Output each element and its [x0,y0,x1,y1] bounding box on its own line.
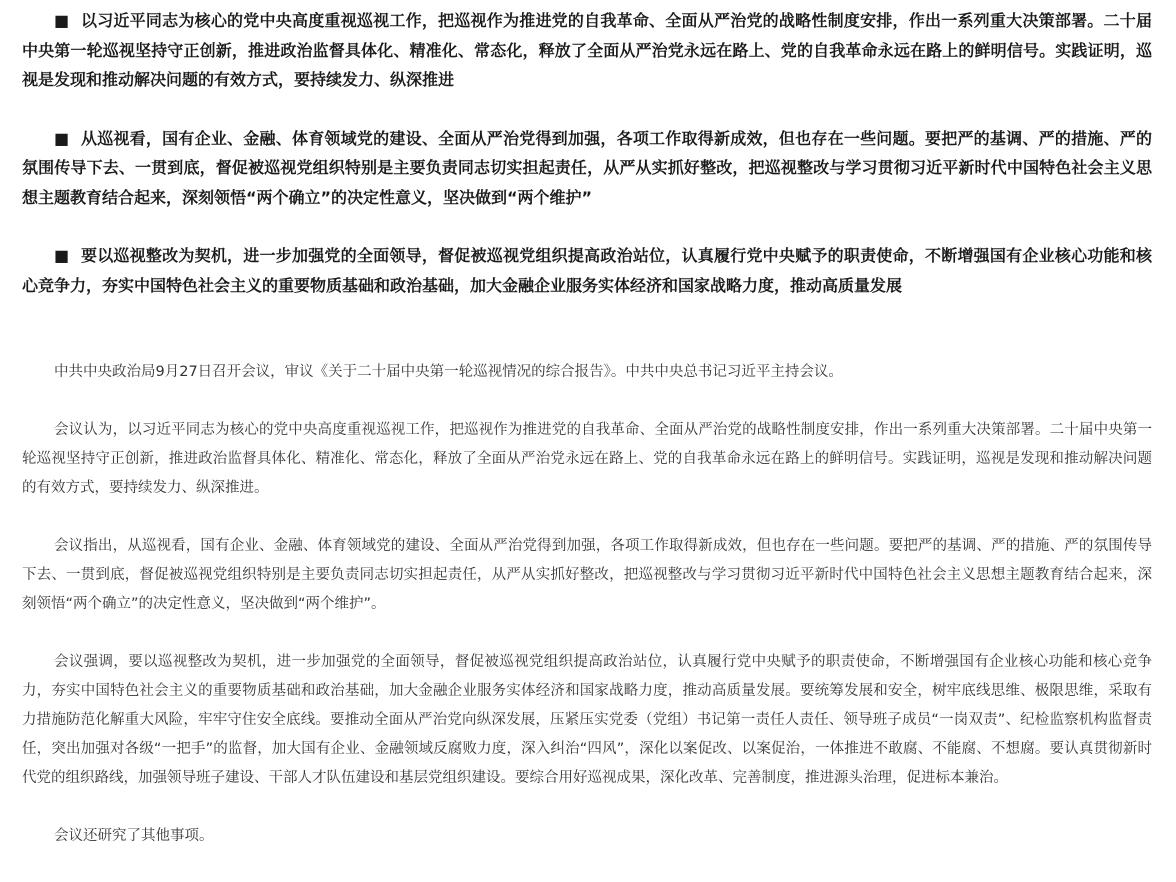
body-paragraph-1: 中共中央政治局9月27日召开会议，审议《关于二十届中央第一轮巡视情况的综合报告》。中共中央总书记习近平主持会议。 [54,364,843,380]
square-bullet-icon: ■ [54,11,70,30]
summary-point-text: 要以巡视整改为契机，进一步加强党的全面领导，督促被巡视党组织提高政治站位，认真履行党中央赋予的职责使命，不断增强国有企业核心功能和核心竞争力，夯实中国特色社会主义的重要物质基础和政治基础，加大金融企业服务实体经济和国家战略力度，推动高质量发展 [22,246,1152,295]
news-article [22,6,1152,851]
body-paragraph-5: 会议还研究了其他事项。 [54,828,214,844]
summary-point-text: 从巡视看，国有企业、金融、体育领域党的建设、全面从严治党得到加强，各项工作取得新成效，但也存在一些问题。要把严的基调、严的措施、严的氛围传导下去、一贯到底，督促被巡视党组织特别是主要负责同志切实担起责任，从严从实抓好整改，把巡视整改与学习贯彻习近平新时代中国特色社会主义思想主题教育结合起来，深刻领悟“两个确立”的决定性意义，坚决做到“两个维护” [22,128,1152,207]
body-paragraph-2: 会议认为，以习近平同志为核心的党中央高度重视巡视工作，把巡视作为推进党的自我革命、全面从严治党的战略性制度安排，作出一系列重大决策部署。二十届中央第一轮巡视坚持守正创新，推进政治监督具体化、精准化、常态化，释放了全面从严治党永远在路上、党的自我革命永远在路上的鲜明信号。实践证明，巡视是发现和推动解决问题的有效方式，要持续发力、纵深推进。 [22,422,1152,496]
summary-block [22,6,1152,300]
body-paragraph-4: 会议强调，要以巡视整改为契机，进一步加强党的全面领导，督促被巡视党组织提高政治站位，认真履行党中央赋予的职责使命，不断增强国有企业核心功能和核心竞争力，夯实中国特色社会主义的重要物质基础和政治基础，加大金融企业服务实体经济和国家战略力度，推动高质量发展。要统筹发展和安全，树牢底线思维、极限思维，采取有力措施防范化解重大风险，牢牢守住安全底线。要推动全面从严治党向纵深发展，压紧压实党委（党组）书记第一责任人责任、领导班子成员“一岗双责”、纪检监察机构监督责任，突出加强对各级“一把手”的监督，加大国有企业、金融领域反腐败力度，深入纠治“四风”，深化以案促改、以案促治，一体推进不敢腐、不能腐、不想腐。要认真贯彻新时代党的组织路线，加强领导班子建设、干部人才队伍建设和基层党组织建设。要综合用好巡视成果，深化改革、完善制度，推进源头治理，促进标本兼治。 [22,654,1152,786]
body-paragraph-3: 会议指出，从巡视看，国有企业、金融、体育领域党的建设、全面从严治党得到加强，各项工作取得新成效，但也存在一些问题。要把严的基调、严的措施、严的氛围传导下去、一贯到底，督促被巡视党组织特别是主要负责同志切实担起责任，从严从实抓好整改，把巡视整改与学习贯彻习近平新时代中国特色社会主义思想主题教育结合起来，深刻领悟“两个确立”的决定性意义，坚决做到“两个维护”。 [22,538,1152,612]
section-spacer [22,300,1152,358]
square-bullet-icon: ■ [54,246,70,265]
summary-point-3 [22,241,1152,300]
article-body [22,358,1152,851]
summary-point-2 [22,124,1152,213]
summary-point-text: 以习近平同志为核心的党中央高度重视巡视工作，把巡视作为推进党的自我革命、全面从严治党的战略性制度安排，作出一系列重大决策部署。二十届中央第一轮巡视坚持守正创新，推进政治监督具体化、精准化、常态化，释放了全面从严治党永远在路上、党的自我革命永远在路上的鲜明信号。实践证明，巡视是发现和推动解决问题的有效方式，要持续发力、纵深推进 [22,11,1152,89]
square-bullet-icon: ■ [54,128,70,148]
summary-point-1 [22,6,1152,95]
